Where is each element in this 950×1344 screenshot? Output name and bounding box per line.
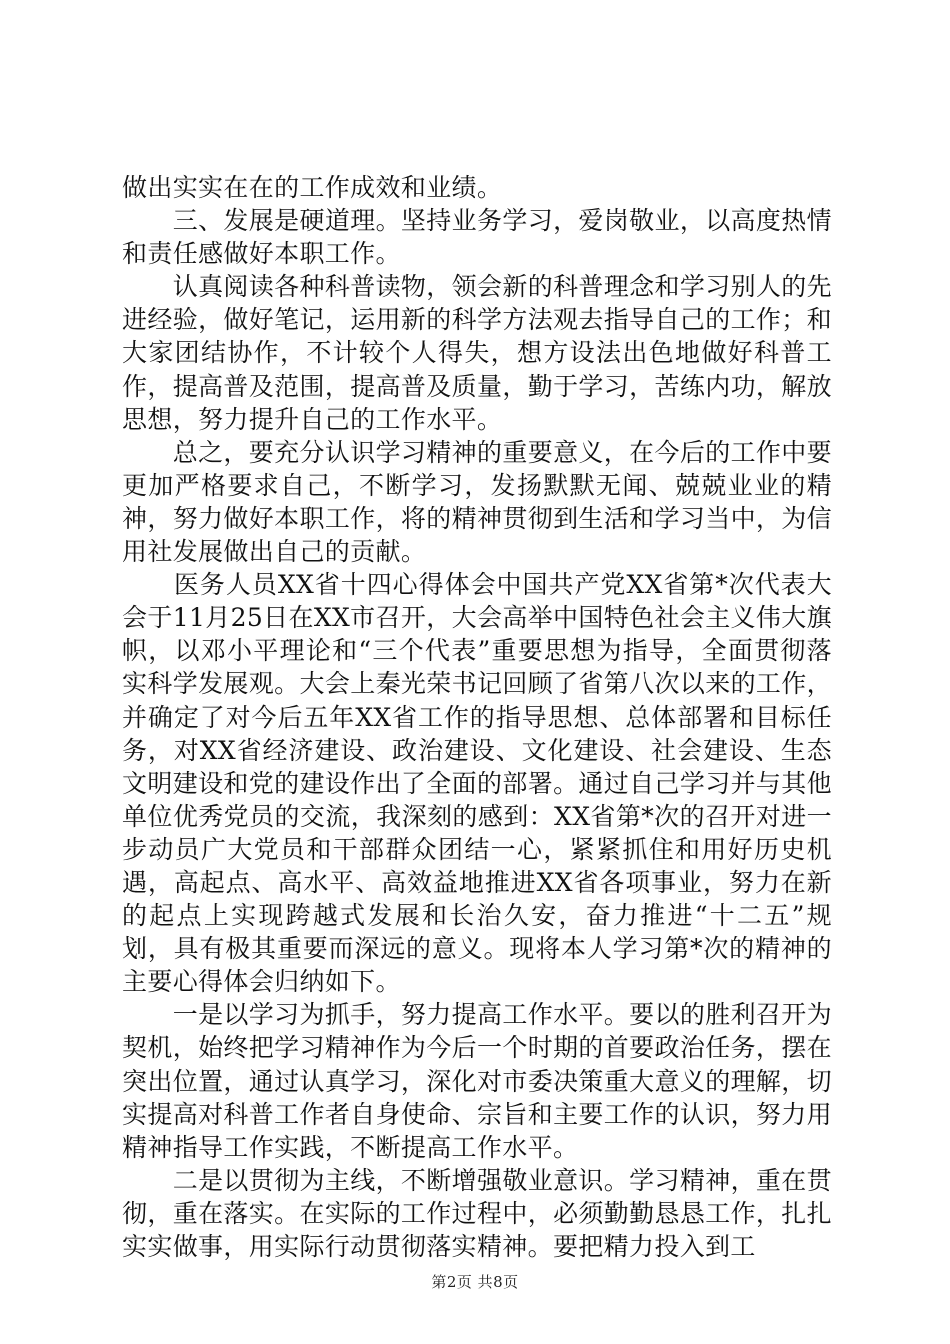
- paragraph-2: 三、发展是硬道理。坚持业务学习，爱岗敬业，以高度热情和责任感做好本职工作。: [122, 206, 832, 269]
- paragraph-3: 认真阅读各种科普读物，领会新的科普理念和学习别人的先进经验，做好笔记，运用新的科学方法观去指导自己的工作；和大家团结协作，不计较个人得失，想方设法出色地做好科普工作，提高普及范围，提高普及质量，勤于学习，苦练内功，解放思想，努力提升自己的工作水平。: [122, 272, 832, 434]
- page-number-footer: 第2页 共8页: [431, 1273, 519, 1291]
- paragraph-4: 总之，要充分认识学习精神的重要意义，在今后的工作中要更加严格要求自己，不断学习，发扬默默无闻、兢兢业业的精神，努力做好本职工作，将的精神贯彻到生活和学习当中，为信用社发展做出自己的贡献。: [122, 437, 832, 567]
- document-body: [122, 171, 832, 1263]
- paragraph-7: 二是以贯彻为主线，不断增强敬业意识。学习精神，重在贯彻，重在落实。在实际的工作过程中，必须勤勤恳恳工作，扎扎实实做事，用实际行动贯彻落实精神。要把精力投入到工: [122, 1165, 832, 1261]
- paragraph-6: 一是以学习为抓手，努力提高工作水平。要以的胜利召开为契机，始终把学习精神作为今后一个时期的首要政治任务，摆在突出位置，通过认真学习，深化对市委决策重大意义的理解，切实提高对科普工作者自身使命、宗旨和主要工作的认识，努力用精神指导工作实践，不断提高工作水平。: [122, 1000, 832, 1162]
- paragraph-1: 做出实实在在的工作成效和业绩。: [122, 173, 503, 202]
- paragraph-5: 医务人员XX省十四心得体会中国共产党XX省第*次代表大会于11月25日在XX市召开，大会高举中国特色社会主义伟大旗帜，以邓小平理论和“三个代表”重要思想为指导，全面贯彻落实科学发展观。大会上秦光荣书记回顾了省第八次以来的工作，并确定了对今后五年XX省工作的指导思想、总体部署和目标任务，对XX省经济建设、政治建设、文化建设、社会建设、生态文明建设和党的建设作出了全面的部署。通过自己学习并与其他单位优秀党员的交流，我深刻的感到：XX省第*次的召开对进一步动员广大党员和干部群众团结一心，紧紧抓住和用好历史机遇，高起点、高水平、高效益地推进XX省各项事业，努力在新的起点上实现跨越式发展和长治久安，奋力推进“十二五”规划，具有极其重要而深远的意义。现将本人学习第*次的精神的主要心得体会归纳如下。: [122, 570, 832, 997]
